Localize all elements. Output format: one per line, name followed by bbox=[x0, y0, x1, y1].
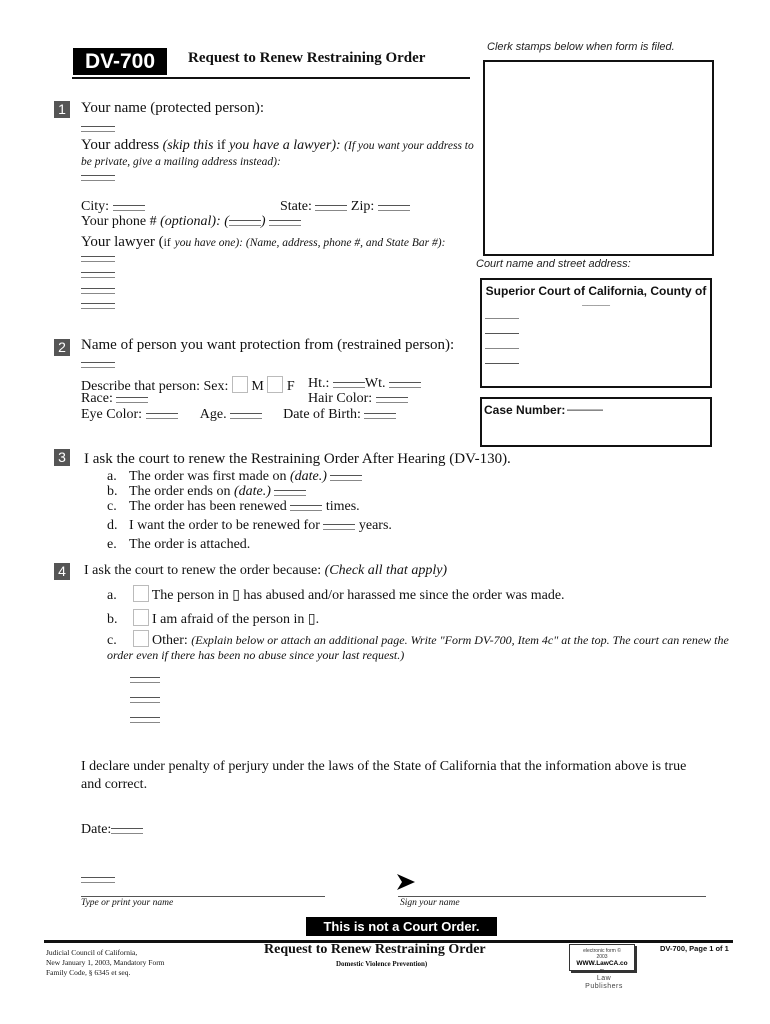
footer-subtitle: Domestic Violence Prevention) bbox=[336, 960, 428, 968]
first-made-date-field[interactable] bbox=[330, 475, 362, 481]
print-name-rule bbox=[81, 896, 325, 897]
stamp-site: WWW.LawCA.co bbox=[576, 960, 628, 967]
your-address-label bbox=[81, 138, 476, 170]
form-id-badge: DV-700 bbox=[73, 48, 167, 75]
age-field[interactable] bbox=[230, 413, 262, 419]
describe-label: Describe that person: Sex: bbox=[81, 379, 229, 394]
phone-label: Your phone # bbox=[81, 214, 157, 229]
section4-intro-text: I ask the court to renew the order because: bbox=[84, 563, 322, 578]
declaration-text: I declare under penalty of perjury under the laws of the State of California that the information above is true and correct. bbox=[81, 759, 687, 792]
item-hint: (Explain below or attach an additional page. Write "Form DV-700, Item 4c" at the top. The court can renew the order even if there has been no abuse since your last request.) bbox=[107, 633, 729, 662]
lawyer-field-line[interactable] bbox=[81, 288, 115, 294]
item-letter: a. bbox=[107, 469, 117, 484]
state-zip-row bbox=[280, 199, 410, 215]
weight-field[interactable] bbox=[389, 382, 421, 388]
lawyer-label: Your lawyer ( bbox=[81, 234, 164, 250]
publisher-stamp bbox=[569, 944, 635, 974]
phone-area-code-field[interactable] bbox=[229, 220, 261, 226]
case-number-box bbox=[480, 397, 712, 447]
stamp-line: electronic form © bbox=[583, 948, 621, 954]
reason-item-a bbox=[107, 585, 565, 604]
sex-f-checkbox[interactable] bbox=[267, 376, 283, 393]
eye-color-field[interactable] bbox=[146, 413, 178, 419]
lawyer-hint: you have one): (Name, address, phone #, and State Bar #): bbox=[174, 237, 446, 249]
section4-intro bbox=[84, 563, 447, 579]
sex-f-label: F bbox=[286, 379, 295, 394]
section3-intro: I ask the court to renew the Restraining Order After Hearing (DV-130). bbox=[84, 451, 511, 467]
your-address-field[interactable] bbox=[81, 175, 115, 181]
publisher-line: Publishers bbox=[585, 983, 623, 990]
renewal-item-b bbox=[107, 484, 306, 500]
race-row bbox=[81, 391, 148, 407]
case-number-label: Case Number: bbox=[484, 403, 566, 417]
court-address-line[interactable] bbox=[485, 363, 519, 364]
item-letter: c. bbox=[107, 499, 117, 514]
your-name-field[interactable] bbox=[81, 126, 115, 132]
item-text: I want the order to be renewed for bbox=[129, 518, 320, 533]
date-field[interactable] bbox=[111, 828, 143, 834]
item-text: The order ends on bbox=[129, 484, 231, 499]
date-row bbox=[81, 822, 143, 838]
phone-paren: ) bbox=[260, 214, 266, 229]
section4-intro-hint: (Check all that apply) bbox=[324, 563, 448, 578]
footer-title: Request to Renew Restraining Order bbox=[264, 942, 486, 957]
height-field[interactable] bbox=[333, 382, 365, 388]
item-text: I am afraid of the person in ▯. bbox=[152, 612, 320, 627]
your-name-label: Your name (protected person): bbox=[81, 100, 265, 116]
footer-left-info bbox=[46, 948, 165, 978]
race-field[interactable] bbox=[116, 397, 148, 403]
age-label: Age. bbox=[199, 407, 227, 422]
court-address-line[interactable] bbox=[485, 348, 519, 349]
other-explanation-line[interactable] bbox=[130, 717, 160, 723]
city-label: City: bbox=[81, 199, 110, 214]
hair-color-field[interactable] bbox=[376, 397, 408, 403]
address-hint: (skip this bbox=[162, 138, 214, 153]
item-text: The person in ▯ has abused and/or harassed me since the order was made. bbox=[151, 588, 565, 603]
court-address-line[interactable] bbox=[485, 318, 519, 319]
item-suffix: times. bbox=[325, 499, 360, 514]
item-letter: b. bbox=[107, 484, 118, 499]
renewal-item-d bbox=[107, 518, 392, 534]
item-letter: e. bbox=[107, 537, 117, 552]
hair-row bbox=[308, 391, 408, 407]
reason-b-checkbox[interactable] bbox=[133, 609, 149, 626]
item-letter: d. bbox=[107, 518, 118, 533]
renewal-item-e bbox=[107, 537, 250, 553]
item-letter: b. bbox=[107, 612, 118, 627]
clerk-stamp-note: Clerk stamps below when form is filed. bbox=[487, 41, 675, 53]
county-field[interactable]: _____ bbox=[582, 296, 610, 307]
footer-left-line: New January 1, 2003, Mandatory Form bbox=[46, 958, 165, 967]
section-number-3: 3 bbox=[54, 449, 70, 466]
court-name-box bbox=[480, 278, 712, 388]
date-label: Date: bbox=[81, 822, 112, 837]
court-address-line[interactable] bbox=[485, 333, 519, 334]
height-weight-row bbox=[308, 376, 421, 392]
phone-row bbox=[81, 214, 301, 230]
other-explanation-line[interactable] bbox=[130, 677, 160, 683]
city-row bbox=[81, 199, 145, 215]
restrained-person-label: Name of person you want protection from (restrained person): bbox=[81, 337, 455, 353]
stamp-line: 2003 bbox=[596, 954, 608, 960]
item-text: The order is attached. bbox=[129, 537, 251, 552]
dob-field[interactable] bbox=[364, 413, 396, 419]
reason-a-checkbox[interactable] bbox=[133, 585, 149, 602]
race-label: Race: bbox=[81, 391, 113, 406]
address-label-text: Your address bbox=[81, 137, 160, 153]
renewal-item-a bbox=[107, 469, 362, 485]
other-explanation-line[interactable] bbox=[130, 697, 160, 703]
item-text: The order was first made on bbox=[129, 469, 287, 484]
item-hint: (date.) bbox=[289, 469, 327, 484]
lawyer-field-line[interactable] bbox=[81, 303, 115, 309]
sign-name-caption: Sign your name bbox=[400, 898, 460, 908]
address-hint: (If you want your address to be private, give a mailing address instead): bbox=[81, 140, 474, 168]
item-letter: c. bbox=[107, 633, 117, 648]
dob-label: Date of Birth: bbox=[283, 407, 361, 422]
form-title: Request to Renew Restraining Order bbox=[188, 50, 426, 66]
item-text: The order has been renewed bbox=[129, 499, 287, 514]
section-number-4: 4 bbox=[54, 563, 70, 580]
page-number: DV-700, Page 1 of 1 bbox=[660, 944, 729, 953]
section-number-2: 2 bbox=[54, 339, 70, 356]
lawyer-row bbox=[81, 233, 445, 251]
publisher-label bbox=[569, 975, 639, 991]
sign-arrow-icon bbox=[397, 874, 415, 895]
height-label: Ht.: bbox=[308, 376, 330, 391]
address-hint: if bbox=[217, 138, 226, 153]
city-field[interactable] bbox=[113, 205, 145, 211]
signature-field[interactable] bbox=[398, 896, 706, 897]
weight-label: Wt. bbox=[364, 376, 386, 391]
item-text: Other: bbox=[152, 633, 188, 648]
item-hint: (date.) bbox=[233, 484, 271, 499]
stamp-line: m bbox=[599, 968, 605, 974]
case-number-field[interactable]: ——— bbox=[567, 402, 603, 416]
end-date-field[interactable] bbox=[274, 490, 306, 496]
phone-hint: (optional): ( bbox=[160, 214, 229, 229]
restrained-person-name-field[interactable] bbox=[81, 362, 115, 368]
zip-label: Zip: bbox=[350, 199, 375, 214]
times-renewed-field[interactable] bbox=[290, 505, 322, 511]
print-name-caption: Type or print your name bbox=[81, 898, 174, 908]
renew-years-field[interactable] bbox=[323, 524, 355, 530]
print-name-field[interactable] bbox=[81, 877, 115, 883]
reason-item-c bbox=[107, 630, 757, 663]
clerk-stamp-box bbox=[483, 60, 714, 256]
header-rule bbox=[72, 77, 470, 79]
lawyer-hint: if bbox=[163, 237, 171, 249]
reason-item-b bbox=[107, 609, 319, 628]
item-suffix: years. bbox=[358, 518, 392, 533]
lawyer-field-line[interactable] bbox=[81, 256, 115, 262]
footer-left-line: Family Code, § 6345 et seq. bbox=[46, 968, 131, 977]
lawyer-field-line[interactable] bbox=[81, 272, 115, 278]
address-hint: you have a lawyer): bbox=[229, 138, 341, 153]
section-number-1: 1 bbox=[54, 101, 70, 118]
publisher-line: Law bbox=[596, 975, 612, 982]
court-address-label: Court name and street address: bbox=[476, 258, 631, 270]
not-court-order-banner: This is not a Court Order. bbox=[306, 917, 497, 936]
footer-left-line: Judicial Council of California, bbox=[46, 948, 138, 957]
zip-field[interactable] bbox=[378, 205, 410, 211]
reason-c-checkbox[interactable] bbox=[133, 630, 149, 647]
phone-number-field[interactable] bbox=[269, 220, 301, 226]
court-name: Superior Court of California, County of bbox=[485, 284, 707, 298]
state-label: State: bbox=[280, 199, 312, 214]
item-letter: a. bbox=[107, 588, 117, 603]
state-field[interactable] bbox=[315, 205, 347, 211]
hair-color-label: Hair Color: bbox=[308, 391, 373, 406]
eye-color-label: Eye Color: bbox=[81, 407, 143, 422]
eye-age-dob-row bbox=[81, 407, 396, 423]
renewal-item-c bbox=[107, 499, 360, 515]
sex-m-checkbox[interactable] bbox=[232, 376, 248, 393]
sex-m-label: M bbox=[251, 379, 264, 394]
